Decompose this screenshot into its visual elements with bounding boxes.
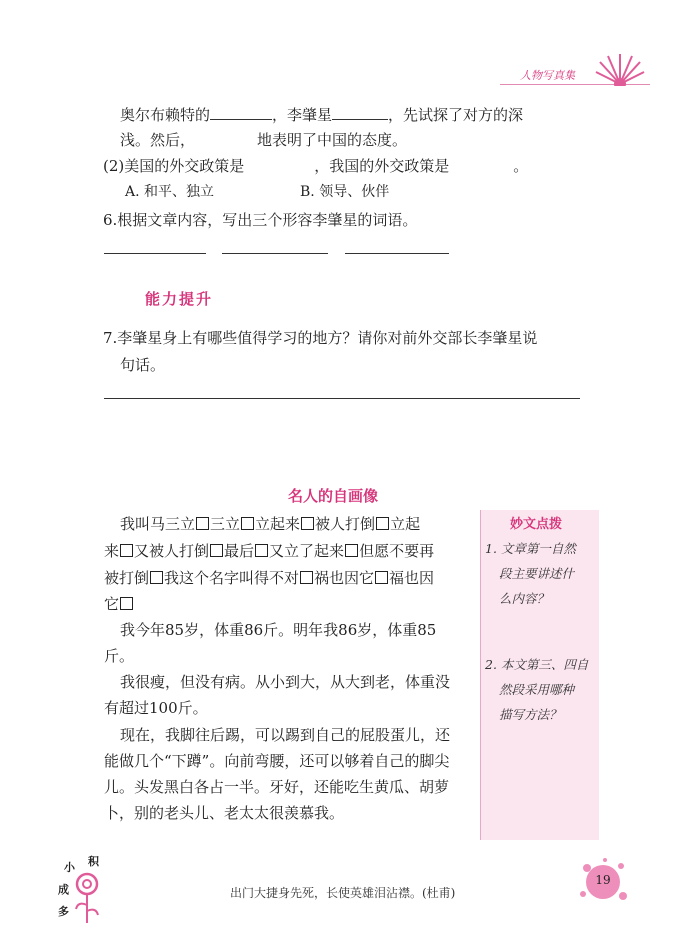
header-fan-icon — [592, 52, 648, 86]
logo-char: 小 — [64, 861, 75, 874]
sidebar-text: 1. 文章第一自然 — [485, 541, 576, 556]
article-text: 被打倒 — [104, 569, 150, 587]
q5-text: 奥尔布赖特的 — [120, 106, 211, 124]
article-line — [104, 544, 434, 559]
footer-quote: 出门大捷身先死，长使英雄泪沾襟。(杜甫) — [230, 886, 456, 900]
q5-text: ，先试探了对方的深 — [388, 106, 524, 124]
article-line: 我很瘦，但没有病。从小到大，从大到老，体重没 — [120, 673, 451, 691]
punct-box[interactable] — [210, 544, 223, 557]
article-line: 有超过100斤。 — [104, 699, 208, 717]
sidebar-text: 描写方法？ — [499, 707, 562, 722]
sidebar-text: 段主要讲述什 — [499, 566, 575, 581]
section-title: 能力提升 — [145, 290, 214, 308]
answer-blank[interactable] — [210, 105, 272, 120]
punct-box[interactable] — [300, 571, 313, 584]
answer-line[interactable] — [222, 253, 328, 254]
q5-line2 — [120, 133, 407, 148]
logo-char: 成 — [58, 883, 69, 896]
sidebar-title: 妙文点拨 — [510, 517, 563, 532]
article-title: 名人的自画像 — [288, 487, 379, 505]
article-text: 三立 — [210, 515, 241, 533]
sidebar-text: 2. 本文第三、四自 — [485, 657, 589, 672]
punct-box[interactable] — [375, 571, 388, 584]
punct-box[interactable] — [150, 571, 163, 584]
article-line: 我今年85岁，体重86斤。明年我86岁，体重85 — [120, 621, 437, 639]
q5-text: ，我国的外交政策是 — [314, 157, 450, 175]
answer-line[interactable] — [345, 253, 449, 254]
logo-char: 积 — [88, 855, 99, 868]
article-text: 立起来 — [255, 515, 301, 533]
q5-option-b[interactable]: B. 领导、伙伴 — [300, 184, 390, 200]
punct-box[interactable] — [241, 517, 254, 530]
q5-text: 浅。然后， — [120, 131, 196, 149]
punct-box[interactable] — [376, 517, 389, 530]
q5-sub2 — [103, 159, 528, 174]
answer-line[interactable] — [104, 398, 580, 399]
punct-box[interactable] — [301, 517, 314, 530]
article-line — [104, 571, 434, 586]
article-text: 祸也因它 — [314, 569, 375, 587]
punct-box[interactable] — [120, 544, 133, 557]
punct-box[interactable] — [196, 517, 209, 530]
article-line: 卜，别的老头儿、老太太很羡慕我。 — [104, 804, 345, 822]
sidebar-question-2 — [485, 652, 595, 727]
answer-line[interactable] — [104, 253, 206, 254]
article-text: 我叫马三立 — [120, 515, 196, 533]
punct-box[interactable] — [345, 544, 358, 557]
sidebar-question-1 — [485, 536, 595, 611]
header-tag: 人物写真集 — [520, 69, 575, 82]
q5-text: ，李肇星 — [272, 106, 333, 124]
article-line: 能做几个“下蹲”。向前弯腰，还可以够着自己的脚尖 — [104, 752, 450, 770]
q7-line2: 句话。 — [120, 356, 166, 374]
article-text: 我这个名字叫得不对 — [164, 569, 300, 587]
q7-line1: 7.李肇星身上有哪些值得学习的地方？请你对前外交部长李肇星说 — [103, 329, 538, 347]
article-text: 但愿不要再 — [359, 542, 435, 560]
article-line — [104, 597, 134, 612]
punct-box[interactable] — [120, 597, 133, 610]
article-text: 立起 — [390, 515, 421, 533]
article-line — [120, 517, 420, 532]
article-line: 儿。头发黑白各占一半。牙好，还能吃生黄瓜、胡萝 — [104, 778, 450, 796]
footer-logo — [58, 855, 106, 929]
article-text: 又立了起来 — [269, 542, 345, 560]
q5-text: 。 — [513, 157, 529, 175]
q5-option-a[interactable]: A. 和平、独立 — [125, 184, 215, 200]
q5-text: (2)美国的外交政策是 — [103, 157, 245, 175]
article-text: 被人打倒 — [315, 515, 376, 533]
article-line: 斤。 — [104, 647, 135, 665]
logo-char: 多 — [58, 905, 69, 918]
answer-blank[interactable] — [332, 105, 388, 120]
q5-text: 地表明了中国的态度。 — [257, 131, 408, 149]
page-number: 19 — [595, 873, 611, 887]
article-text: 它 — [104, 595, 120, 613]
article-text: 福也因 — [389, 569, 435, 587]
punct-box[interactable] — [255, 544, 268, 557]
article-text: 最后 — [224, 542, 255, 560]
article-text: 来 — [104, 542, 120, 560]
article-line: 现在，我脚往后踢，可以踢到自己的屁股蛋儿，还 — [120, 726, 451, 744]
flower-icon — [72, 871, 102, 927]
sidebar-text: 然段采用哪种 — [499, 682, 575, 697]
sidebar-text: 么内容？ — [499, 591, 550, 606]
q5-line1 — [120, 105, 523, 123]
article-text: 又被人打倒 — [134, 542, 210, 560]
q6-text: 6.根据文章内容，写出三个形容李肇星的词语。 — [103, 211, 418, 229]
